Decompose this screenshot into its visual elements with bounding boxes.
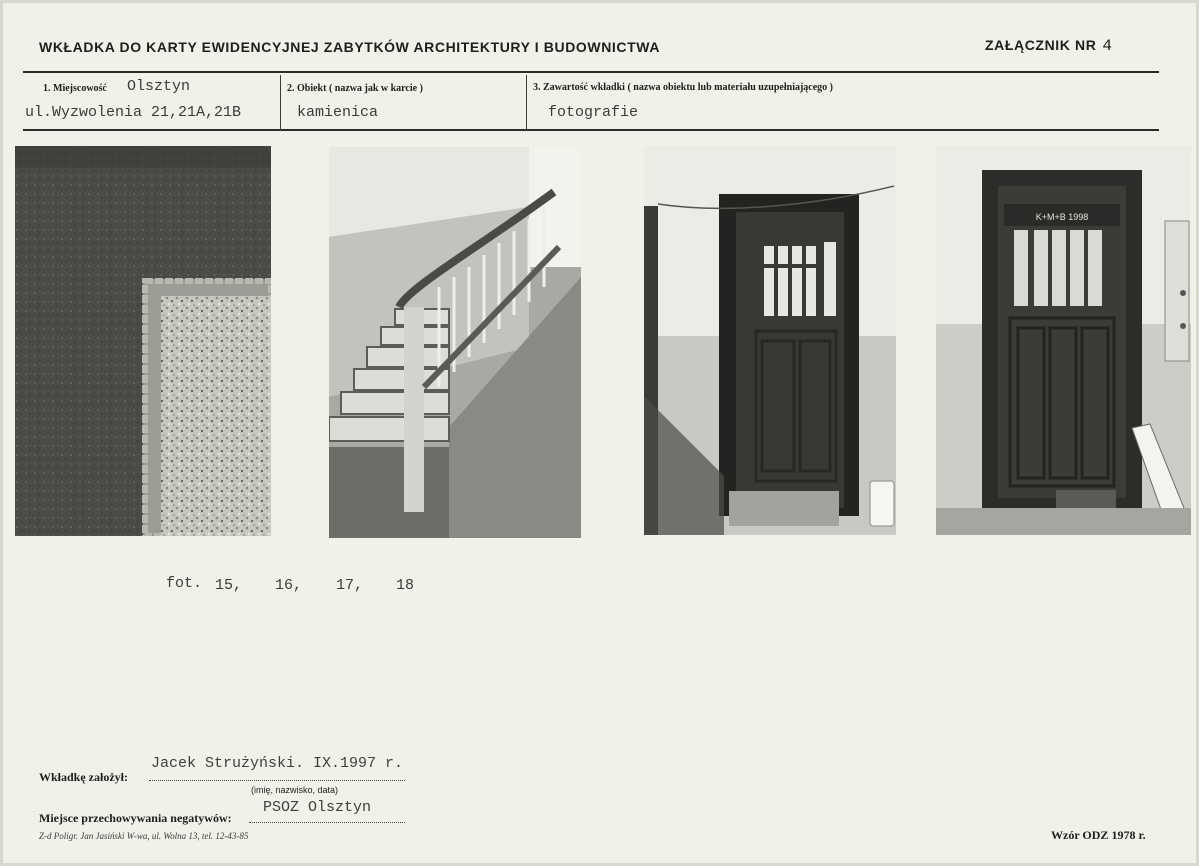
field-divider-1 [280, 75, 281, 131]
address-value: ul.Wyzwolenia 21,21A,21B [25, 104, 242, 121]
form-code: Wzór ODZ 1978 r. [1051, 828, 1146, 842]
contents-value: fotografie [548, 104, 639, 121]
form-title: WKŁADKA DO KARTY EWIDENCYJNEJ ZABYTKÓW ARCHITEKTURY I BUDOWNICTWA [39, 39, 661, 55]
top-rule [23, 71, 1159, 73]
storage-dotted-line [249, 821, 405, 823]
author-hint: (imię, nazwisko, data) [251, 785, 339, 795]
storage-label: Miejsce przechowywania negatywów: [39, 811, 232, 825]
storage-value: PSOZ Olsztyn [263, 799, 372, 816]
staircase-image [329, 147, 581, 538]
annex-label [985, 37, 1113, 55]
photo-door-glazed [644, 146, 896, 535]
glazed-door-image [644, 146, 896, 535]
panelled-door-image [936, 146, 1191, 535]
object-value: kamienica [297, 104, 379, 121]
locality-label: 1. Miejscowość [43, 83, 107, 94]
photo-caption-prefix: fot. [166, 575, 203, 592]
photo-staircase [329, 147, 581, 538]
author-value: Jacek Strużyński. IX.1997 r. [151, 755, 404, 772]
photo-door-panelled [936, 146, 1191, 535]
author-dotted-line [149, 779, 405, 781]
annex-label-text: ZAŁĄCZNIK NR [985, 37, 1097, 53]
photo-number-17: 17, [336, 577, 364, 594]
author-label: Wkładkę założył: [39, 770, 128, 784]
photo-terrazzo-floor [15, 146, 271, 536]
door-inscription: K+M+B 1998 [1035, 212, 1089, 222]
object-label: 2. Obiekt ( nazwa jak w karcie ) [287, 83, 423, 94]
contents-label: 3. Zawartość wkładki ( nazwa obiektu lub materiału uzupełniającego ) [533, 82, 834, 93]
terrazzo-floor-image [15, 146, 271, 536]
locality-value: Olsztyn [127, 78, 191, 95]
field-divider-2 [526, 75, 527, 131]
annex-number: 4 [1102, 37, 1113, 55]
photo-number-16: 16, [275, 577, 303, 594]
fields-bottom-rule [23, 129, 1159, 131]
photo-number-15: 15, [215, 577, 243, 594]
printer-imprint: Z-d Poligr. Jan Jasiński W-wa, ul. Wolna 13, tel. 12-43-85 [39, 831, 249, 841]
photo-number-18: 18 [396, 577, 415, 594]
